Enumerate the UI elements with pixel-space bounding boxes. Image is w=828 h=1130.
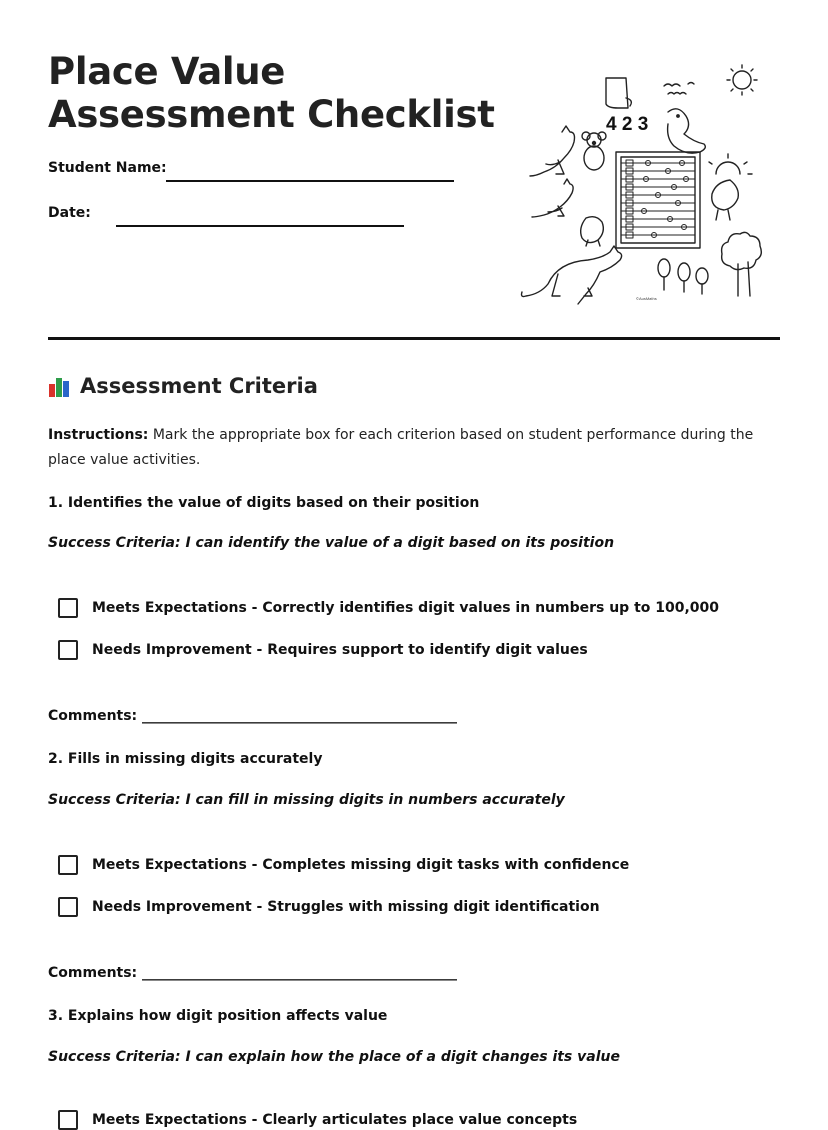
emu-icon <box>712 180 739 220</box>
student-name-field[interactable] <box>166 180 454 182</box>
comments-field[interactable]: Comments: _____________________________________________ <box>48 708 458 724</box>
checkbox-label: Meets Expectations - Clearly articulates place value concepts <box>92 1112 578 1128</box>
student-name-label: Student Name: <box>48 160 167 176</box>
checkbox[interactable] <box>58 855 78 875</box>
comments-field[interactable]: Comments: _____________________________________________ <box>48 965 458 981</box>
success-criteria: Success Criteria: I can fill in missing digits in numbers accurately <box>48 792 565 808</box>
criterion-title: 2. Fills in missing digits accurately <box>48 751 323 767</box>
date-label: Date: <box>48 205 91 221</box>
tree-icon <box>658 259 708 294</box>
koala-icon <box>582 132 606 170</box>
container-icon <box>606 78 628 108</box>
bird-icon <box>664 84 680 86</box>
checkbox-option[interactable] <box>58 1110 577 1130</box>
checkbox-option[interactable] <box>58 598 719 618</box>
emu-icon <box>668 109 706 153</box>
date-field[interactable] <box>116 225 404 227</box>
instructions <box>48 423 778 473</box>
success-criteria: Success Criteria: I can explain how the place of a digit changes its value <box>48 1049 620 1065</box>
checkbox-option[interactable] <box>58 897 600 917</box>
abacus-icon <box>616 152 700 248</box>
checkbox-option[interactable] <box>58 855 629 875</box>
illustration-number: 4 2 3 <box>606 114 649 135</box>
section-heading <box>48 374 318 398</box>
checkbox-label: Needs Improvement - Struggles with missing digit identification <box>92 899 600 915</box>
wombat-icon <box>581 217 604 246</box>
bar-chart-icon <box>48 374 72 398</box>
criterion-title: 3. Explains how digit position affects value <box>48 1008 388 1024</box>
checkbox[interactable] <box>58 640 78 660</box>
illustration-signature: ©AusMaths <box>636 296 657 301</box>
kangaroo-icon <box>530 126 575 176</box>
instructions-label: Instructions: <box>48 427 149 443</box>
checkbox[interactable] <box>58 897 78 917</box>
sun-icon <box>709 154 752 174</box>
success-criteria: Success Criteria: I can identify the value of a digit based on its position <box>48 535 615 551</box>
checkbox-label: Meets Expectations - Correctly identifies digit values in numbers up to 100,000 <box>92 600 720 616</box>
sun-icon <box>727 65 757 95</box>
criterion-title: 1. Identifies the value of digits based on their position <box>48 495 480 511</box>
checkbox-option[interactable] <box>58 640 588 660</box>
page-title: Place Value Assessment Checklist <box>48 50 495 136</box>
checkbox-label: Meets Expectations - Completes missing digit tasks with confidence <box>92 857 630 873</box>
checkbox-label: Needs Improvement - Requires support to identify digit values <box>92 642 588 658</box>
wallaby-icon <box>522 246 622 304</box>
instructions-text: Mark the appropriate box for each criterion based on student performance during the place value activities. <box>48 427 754 468</box>
tree-icon <box>722 232 762 296</box>
kangaroo-icon <box>532 179 573 217</box>
place-value-illustration <box>518 64 776 310</box>
section-divider <box>48 337 780 340</box>
checkbox[interactable] <box>58 598 78 618</box>
checkbox[interactable] <box>58 1110 78 1130</box>
section-heading-text: Assessment Criteria <box>80 374 318 398</box>
